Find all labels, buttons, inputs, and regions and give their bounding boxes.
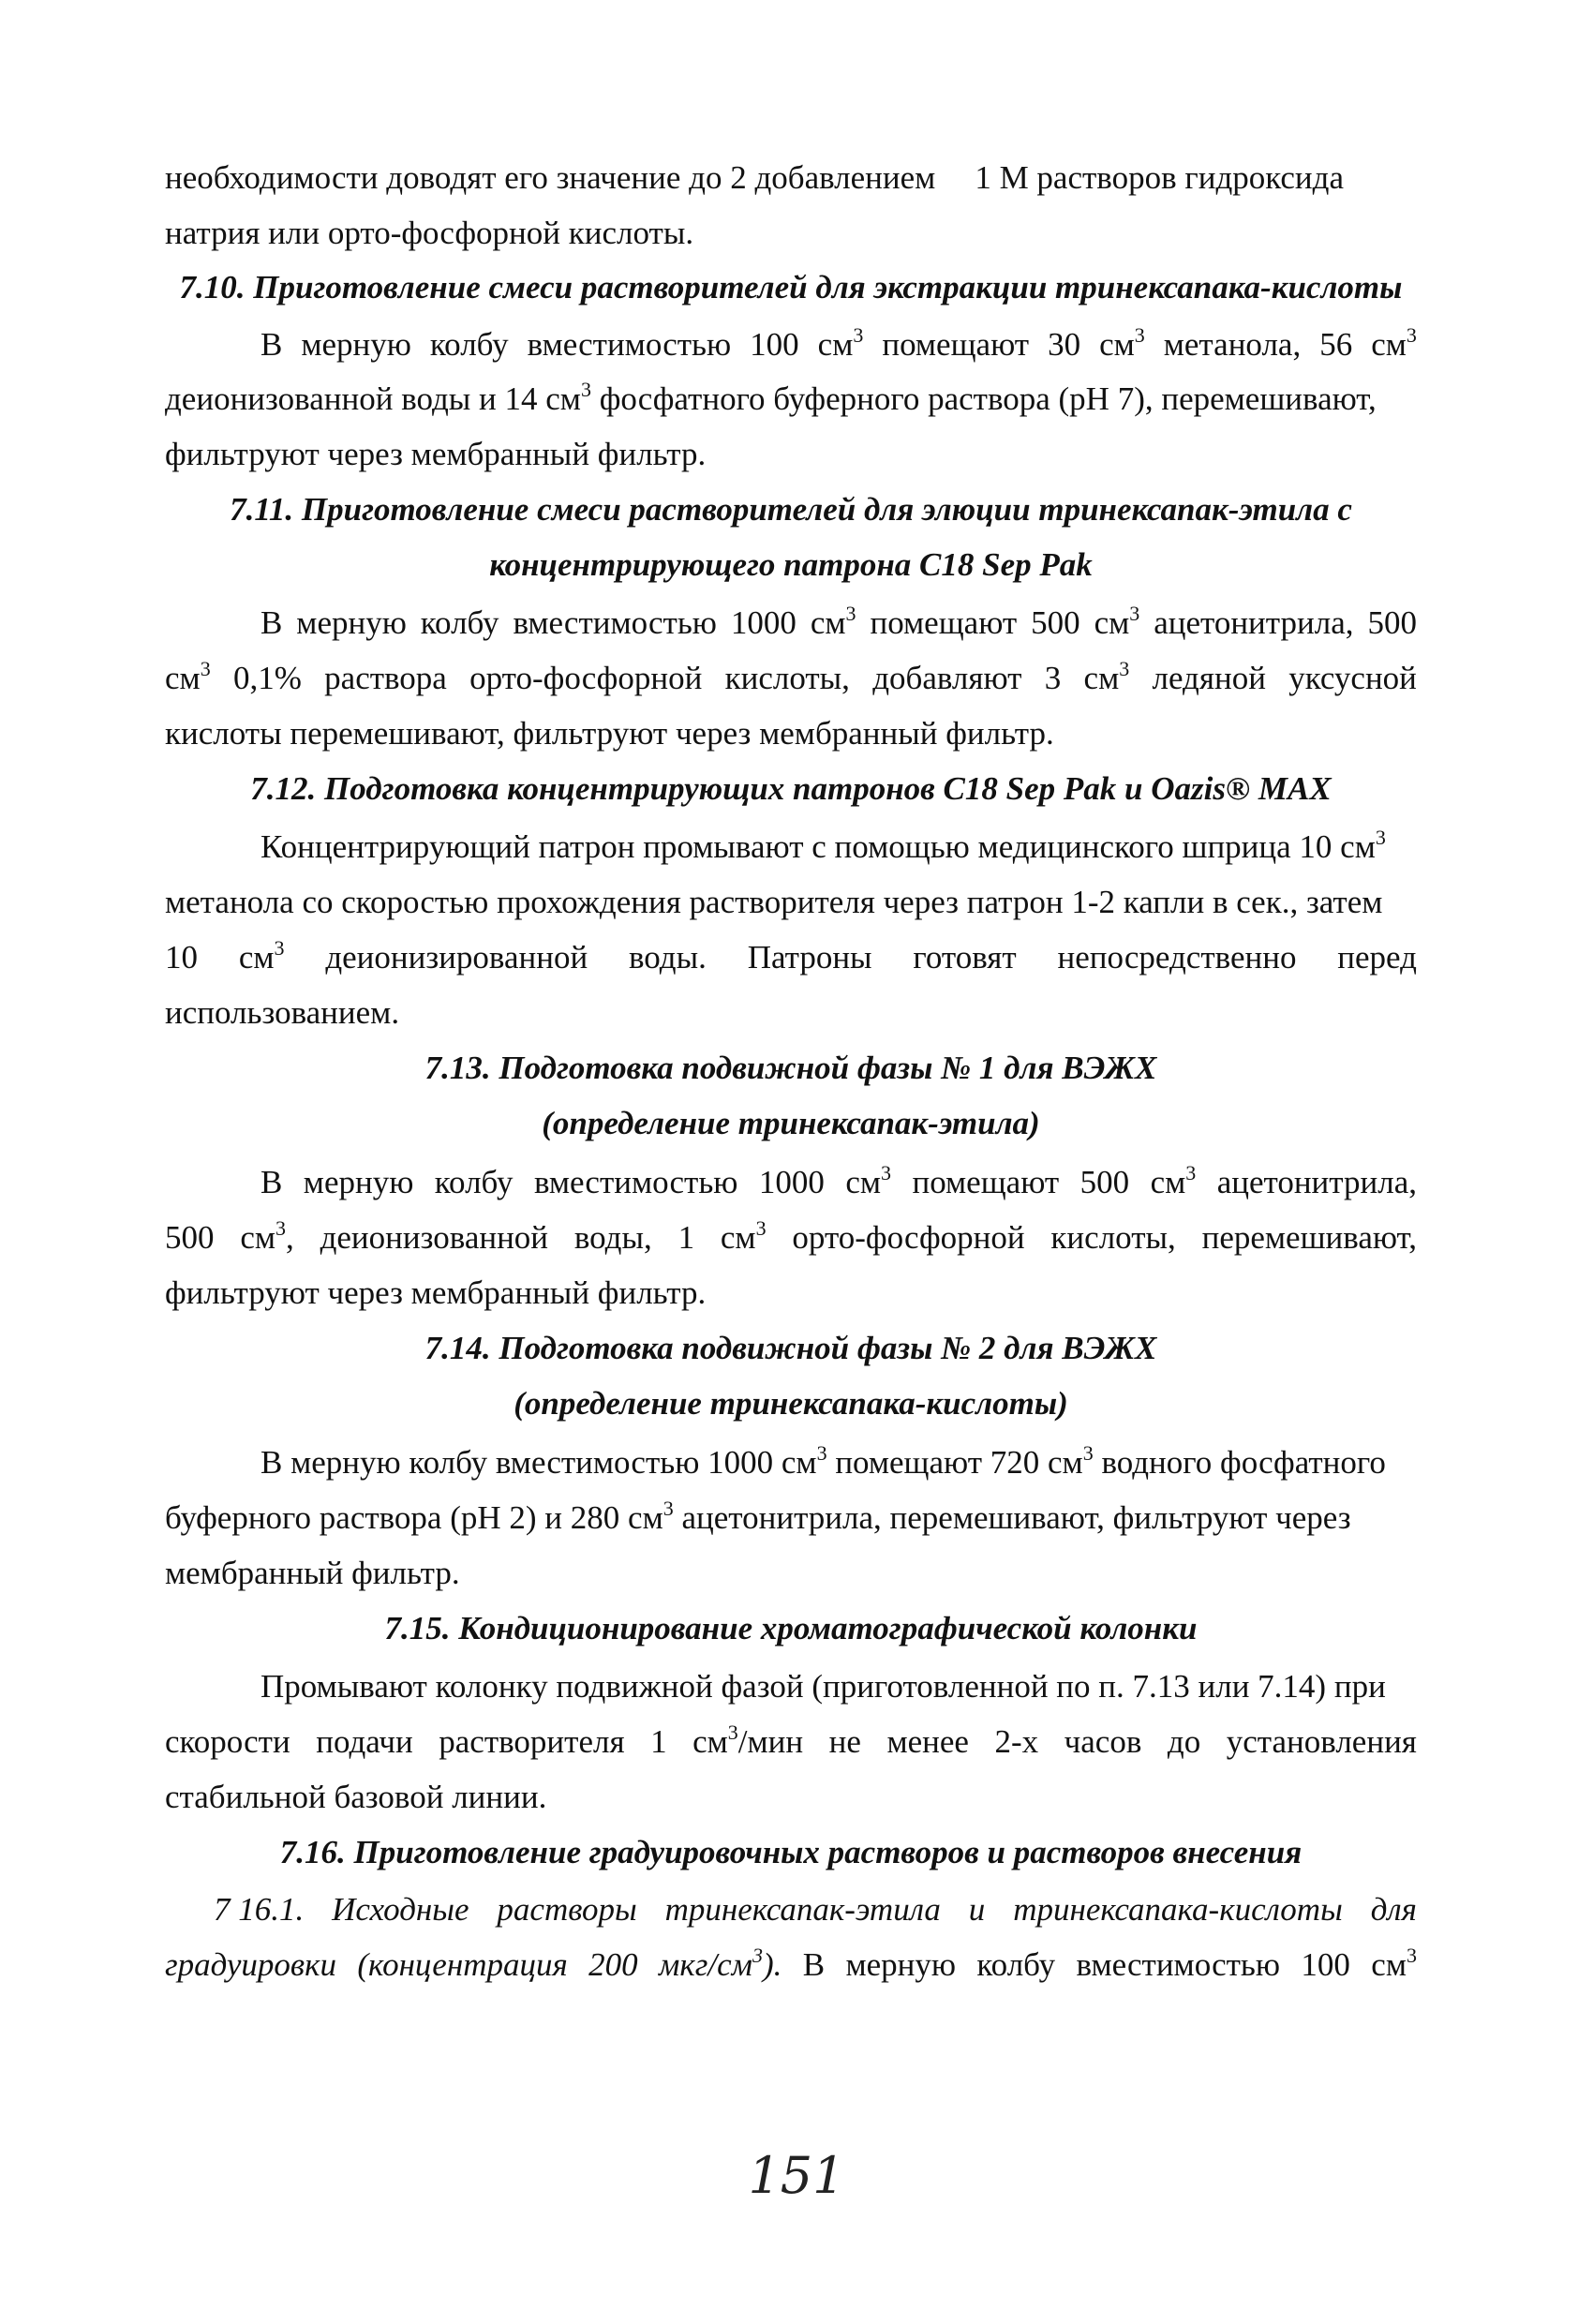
section-heading: 7.13. Подготовка подвижной фазы № 1 для ВЭЖХ [424,1050,1157,1086]
text-line: 7 16.1. Исходные растворы тринексапак-этила и тринексапака-кислоты для [214,1891,1417,1928]
text-line: 500 $см^3$, деионизованной воды, 1 $см^3$ орто-фосфорной кислоты, перемешивают, [165,1216,1417,1256]
section-heading: 7.11. Приготовление смеси растворителей для элюции тринексапак-этила с [230,491,1352,528]
section-heading: 7.10. Приготовление смеси растворителей для экстракции тринексапака-кислоты [179,269,1403,305]
text-line: деионизованной воды и 14 $см^3$ фосфатного буферного раствора (pH 7), перемешивают, [165,378,1377,417]
text-line: фильтруют через мембранный фильтр. [165,436,707,472]
text-line: метанола со скоростью прохождения растворителя через патрон 1-2 капли в сек., затем [165,884,1383,920]
text-line: Концентрирующий патрон промывают с помощью медицинского шприца 10 $см^3$ [261,826,1386,865]
section-heading: 7.15. Кондиционирование хроматографической колонки [384,1610,1198,1646]
text-line: стабильной базовой линии. [165,1779,547,1815]
text-line: $см^3$ 0,1% раствора орто-фосфорной кислоты, добавляют 3 $см^3$ ледяной уксусной [165,657,1417,696]
section-heading: 7.16. Приготовление градуировочных растворов и растворов внесения [279,1834,1303,1870]
text-line: фильтруют через мембранный фильтр. [165,1274,707,1311]
text-line: В мерную колбу вместимостью 1000 $см^3$ помещают 720 $см^3$ водного фосфатного [261,1441,1386,1481]
text-line: Промывают колонку подвижной фазой (приготовленной по п. 7.13 или 7.14) при [261,1668,1386,1705]
page-number: 151 [748,2146,845,2205]
section-heading: концентрирующего патрона C18 Sep Pak [489,546,1093,583]
section-heading: 7.12. Подготовка концентрирующих патронов C18 Sep Pak и Oazis® MAX [250,770,1332,807]
text-line: В мерную колбу вместимостью 100 $см^3$ помещают 30 $см^3$ метанола, 56 $см^3$ [261,323,1417,363]
section-heading: 7.14. Подготовка подвижной фазы № 2 для ВЭЖХ [424,1330,1157,1366]
text-line: использованием. [165,994,400,1031]
text-line: 10 $см^3$ деионизированной воды. Патроны готовят непосредственно перед [165,936,1417,976]
text-line: скорости подачи растворителя 1 $см^3$/мин не менее 2-х часов до установления [165,1721,1417,1760]
section-heading: (определение тринексапак-этила) [542,1105,1040,1141]
text-line: буферного раствора (pH 2) и 280 $см^3$ ацетонитрила, перемешивают, фильтруют через [165,1497,1351,1536]
text-line: кислоты перемешивают, фильтруют через мембранный фильтр. [165,715,1054,752]
text-line: В мерную колбу вместимостью 1000 $см^3$ помещают 500 $см^3$ ацетонитрила, 500 [261,602,1417,641]
text-line: необходимости доводят его значение до 2 добавлением 1 М растворов гидроксида [165,159,1344,196]
section-heading: (определение тринексапака-кислоты) [514,1385,1068,1422]
text-line: градуировки (концентрация 200 мкг/$см^3$). В мерную колбу вместимостью 100 $см^3$ [165,1944,1417,1983]
text-line: В мерную колбу вместимостью 1000 $см^3$ помещают 500 $см^3$ ацетонитрила, [261,1161,1417,1200]
text-line: натрия или орто-фосфорной кислоты. [165,215,694,251]
text-line: мембранный фильтр. [165,1555,460,1591]
